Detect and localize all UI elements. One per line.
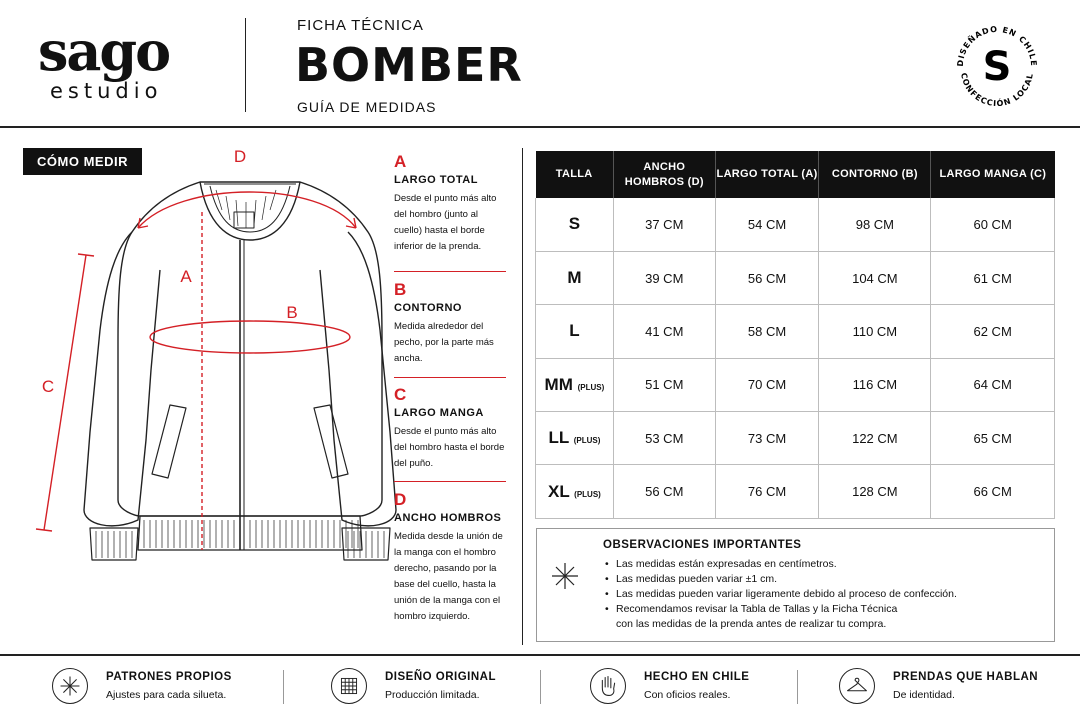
measure-desc: Desde el punto más alto del hombro (junto al cuello) hasta el borde inferior de la prenda. xyxy=(394,193,497,252)
table-cell: 54 CM xyxy=(715,198,819,251)
notes-title: OBSERVACIONES IMPORTANTES xyxy=(603,539,802,551)
size-cell xyxy=(536,358,614,411)
footer xyxy=(0,654,1080,720)
table-row xyxy=(536,198,1055,251)
collar xyxy=(200,182,300,240)
table-cell: 62 CM xyxy=(931,305,1055,358)
table-cell: 128 CM xyxy=(819,465,931,518)
badge-ring-bottom: CONFECCIÓN LOCAL xyxy=(959,72,1035,109)
sparkle-icon xyxy=(52,668,88,704)
how-to-measure-tag: CÓMO MEDIR xyxy=(23,148,142,175)
sparkle-icon xyxy=(551,562,579,590)
letter-b: B xyxy=(286,303,298,322)
feature-title: DISEÑO ORIGINAL xyxy=(385,671,497,683)
table-cell: 37 CM xyxy=(613,198,715,251)
table-cell: 61 CM xyxy=(931,251,1055,304)
size-label: S xyxy=(568,214,581,234)
left-pocket xyxy=(152,405,186,478)
brand-name: sago xyxy=(38,19,170,83)
measure-letter: D xyxy=(394,490,407,509)
size-label: XL xyxy=(548,481,570,501)
measure-item-a xyxy=(394,152,506,255)
table-cell: 65 CM xyxy=(931,412,1055,465)
legend-rule xyxy=(394,481,506,482)
feature-desc: Producción limitada. xyxy=(385,689,480,701)
letter-d: D xyxy=(233,147,247,166)
measure-title: LARGO MANGA xyxy=(394,407,484,419)
table-cell: 73 CM xyxy=(715,412,819,465)
table-row xyxy=(536,412,1055,465)
note-item: • Recomendamos revisar la Tabla de Tallas y la Ficha Técnica xyxy=(603,602,957,617)
feature-desc: De identidad. xyxy=(893,689,955,701)
grid-icon xyxy=(331,668,367,704)
product-title: BOMBER xyxy=(295,38,523,92)
table-header-row xyxy=(536,151,1055,198)
size-cell xyxy=(536,465,614,518)
badge-ring-top: DISEÑADO EN CHILE xyxy=(955,24,1039,67)
table-header-cell: CONTORNO (B) xyxy=(819,151,931,198)
bomber-jacket-illustration xyxy=(20,140,400,650)
brand-logo[interactable] xyxy=(38,19,188,103)
table-cell: 76 CM xyxy=(715,465,819,518)
doc-subtitle: GUÍA DE MEDIDAS xyxy=(297,99,437,115)
table-cell: 104 CM xyxy=(819,251,931,304)
measure-desc: Medida alrededor del pecho, por la parte más ancha. xyxy=(394,321,494,364)
right-sleeve xyxy=(320,232,396,526)
notes-list xyxy=(603,557,957,632)
letter-c: C xyxy=(41,377,55,396)
plus-tag: (PLUS) xyxy=(574,489,601,499)
table-cell: 64 CM xyxy=(931,358,1055,411)
right-pocket xyxy=(314,405,348,478)
size-cell xyxy=(536,198,614,251)
table-row xyxy=(536,358,1055,411)
table-cell: 66 CM xyxy=(931,465,1055,518)
doc-type: FICHA TÉCNICA xyxy=(297,17,424,34)
table-cell: 51 CM xyxy=(613,358,715,411)
footer-separator xyxy=(283,670,284,704)
measure-title: CONTORNO xyxy=(394,302,462,314)
feature-desc: Con oficios reales. xyxy=(644,689,731,701)
header-divider xyxy=(245,18,246,112)
feature-title: PRENDAS QUE HABLAN xyxy=(893,671,1039,683)
feature-desc: Ajustes para cada silueta. xyxy=(106,689,227,701)
size-cell xyxy=(536,251,614,304)
table-cell: 41 CM xyxy=(613,305,715,358)
measure-line-d xyxy=(138,192,356,228)
table-header-cell: ANCHO HOMBROS (D) xyxy=(613,151,715,198)
plus-tag: (PLUS) xyxy=(573,436,601,446)
table-header-cell: TALLA xyxy=(536,151,614,198)
measure-title: LARGO TOTAL xyxy=(394,174,478,186)
measure-letter: B xyxy=(394,280,407,299)
note-item: • Las medidas pueden variar ligeramente debido al proceso de confección. xyxy=(603,587,957,602)
size-label: L xyxy=(569,321,580,341)
footer-separator xyxy=(797,670,798,704)
table-cell: 56 CM xyxy=(715,251,819,304)
feature-title: HECHO EN CHILE xyxy=(644,671,750,683)
badge-letter: S xyxy=(982,44,1012,90)
note-continuation: con las medidas de la prenda antes de realizar tu compra. xyxy=(616,618,887,630)
measure-title: ANCHO HOMBROS xyxy=(394,512,502,524)
note-item: • Las medidas pueden variar ±1 cm. xyxy=(603,572,957,587)
size-label: M xyxy=(567,268,582,288)
plus-tag: (PLUS) xyxy=(577,382,605,392)
measure-item-d xyxy=(394,490,506,625)
size-cell xyxy=(536,305,614,358)
letter-a: A xyxy=(180,267,192,286)
table-cell: 53 CM xyxy=(613,412,715,465)
legend-rule xyxy=(394,377,506,378)
measure-letter: A xyxy=(394,152,407,171)
measure-letter: C xyxy=(394,385,407,404)
measure-desc: Medida desde la unión de la manga con el hombro derecho, pasando por la base del cuello, hasta la unión de la manga con el hombro izquierdo. xyxy=(394,531,503,622)
notes-box xyxy=(536,528,1055,642)
table-cell: 70 CM xyxy=(715,358,819,411)
table-cell: 39 CM xyxy=(613,251,715,304)
size-table xyxy=(535,151,1055,519)
origin-badge xyxy=(951,18,1043,114)
measure-line-b xyxy=(150,321,350,353)
hand-icon xyxy=(590,668,626,704)
table-cell: 122 CM xyxy=(819,412,931,465)
hanger-icon xyxy=(839,668,875,704)
legend-rule xyxy=(394,271,506,272)
feature-title: PATRONES PROPIOS xyxy=(106,671,232,683)
header xyxy=(0,0,1080,128)
section-divider xyxy=(522,148,523,645)
table-header-cell: LARGO MANGA (C) xyxy=(931,151,1055,198)
table-cell: 58 CM xyxy=(715,305,819,358)
size-label: LL xyxy=(548,428,569,448)
size-cell xyxy=(536,412,614,465)
table-header-cell: LARGO TOTAL (A) xyxy=(715,151,819,198)
table-cell: 110 CM xyxy=(819,305,931,358)
table-cell: 98 CM xyxy=(819,198,931,251)
measure-desc: Desde el punto más alto del hombro hasta el borde del puño. xyxy=(394,426,505,469)
table-cell: 60 CM xyxy=(931,198,1055,251)
table-cell: 116 CM xyxy=(819,358,931,411)
left-sleeve xyxy=(84,232,160,526)
footer-separator xyxy=(540,670,541,704)
brand-sub: estudio xyxy=(50,79,163,103)
table-cell: 56 CM xyxy=(613,465,715,518)
table-row xyxy=(536,305,1055,358)
measure-item-b xyxy=(394,280,506,367)
table-row xyxy=(536,465,1055,518)
table-row xyxy=(536,251,1055,304)
note-item: • Las medidas están expresadas en centímetros. xyxy=(603,557,957,572)
measure-item-c xyxy=(394,385,506,472)
size-label: MM xyxy=(544,374,573,394)
